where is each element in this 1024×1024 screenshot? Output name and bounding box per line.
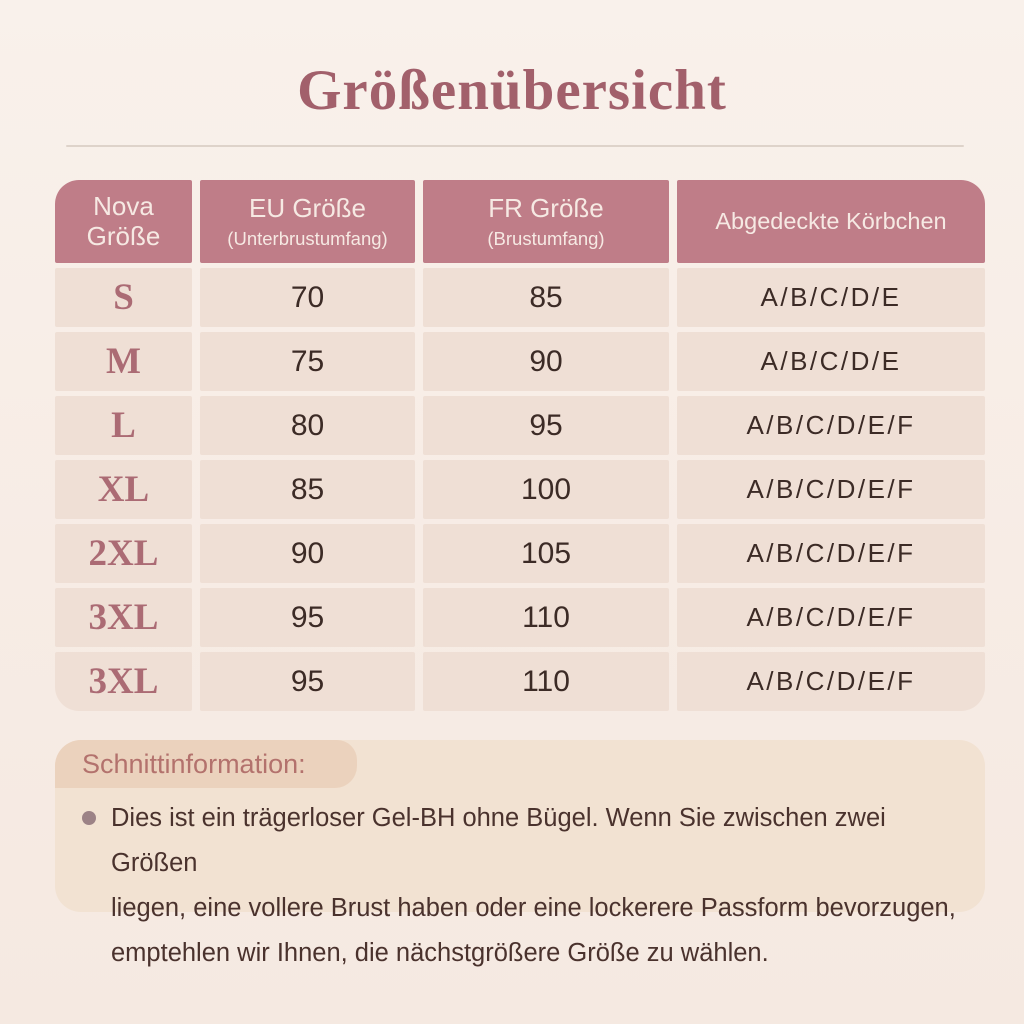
eu-value: 70 (290, 280, 325, 314)
table-row-s-eu-cell (200, 268, 415, 327)
eu-value: 75 (290, 344, 325, 378)
cups-value: A/B/C/D/E/F (746, 474, 916, 504)
header-label: Nova (93, 190, 154, 221)
size-label: 3XL (88, 597, 159, 638)
title-divider (66, 145, 964, 147)
table-row-xl-size-cell (55, 460, 192, 519)
table-row-m-eu-cell (200, 332, 415, 391)
table-row-l-eu-cell (200, 396, 415, 455)
table-row-m-size-cell (55, 332, 192, 391)
cut-information-box (55, 740, 985, 967)
table-row-3xl-cups-cell (677, 588, 985, 647)
eu-value: 80 (290, 408, 325, 442)
table-row-l-fr-cell (423, 396, 669, 455)
cups-value: A/B/C/D/E/F (746, 602, 916, 632)
table-row-xl-cups-cell (677, 460, 985, 519)
header-cell-fr-size (423, 180, 669, 263)
size-label: XL (97, 469, 150, 510)
fr-value: 105 (520, 536, 572, 570)
size-label: L (111, 405, 136, 446)
table-row-xl-eu-cell (200, 460, 415, 519)
header-sublabel: (Brustumfang) (487, 227, 605, 249)
cut-information-heading-pill (55, 740, 357, 788)
table-row-3xl2-size-cell (55, 652, 192, 711)
table-row-2xl-fr-cell (423, 524, 669, 583)
table-row-3xl-eu-cell (200, 588, 415, 647)
cut-information-line: emptehlen wir Ihnen, die nächstgrößere Größe zu wählen. (111, 939, 769, 967)
header-label: Größe (86, 220, 161, 251)
table-row-3xl2-eu-cell (200, 652, 415, 711)
table-row-l-size-cell (55, 396, 192, 455)
size-table (55, 180, 985, 711)
header-label: EU Größe (248, 192, 367, 223)
fr-value: 110 (522, 600, 570, 634)
fr-value: 85 (529, 280, 563, 314)
cut-information-bullet-item (82, 796, 965, 976)
fr-value: 100 (520, 472, 572, 506)
eu-value: 95 (290, 600, 325, 634)
header-label: FR Größe (488, 192, 604, 223)
table-row-s-size-cell (55, 268, 192, 327)
page-title: Größenübersicht (297, 59, 727, 122)
bullet-icon (82, 811, 96, 825)
header-cell-covered-cups (677, 180, 985, 263)
cups-value: A/B/C/D/E/F (746, 666, 916, 696)
eu-value: 95 (290, 664, 325, 698)
table-row-3xl-size-cell (55, 588, 192, 647)
size-label: S (113, 277, 134, 318)
header-label: Abgedeckte Körbchen (715, 207, 947, 234)
table-row-s-cups-cell (677, 268, 985, 327)
cups-value: A/B/C/D/E/F (746, 410, 916, 440)
table-row-2xl-cups-cell (677, 524, 985, 583)
header-cell-nova-size (55, 180, 192, 263)
table-row-3xl-fr-cell (423, 588, 669, 647)
cut-information-line: liegen, eine vollere Brust haben oder eine lockerere Passform bevorzugen, (111, 894, 956, 922)
cut-information-text (111, 796, 965, 976)
cups-value: A/B/C/D/E (760, 282, 902, 312)
fr-value: 95 (529, 408, 563, 442)
fr-value: 90 (529, 344, 563, 378)
table-row-2xl-size-cell (55, 524, 192, 583)
size-label: 3XL (88, 661, 159, 702)
cups-value: A/B/C/D/E (760, 346, 902, 376)
table-row-2xl-eu-cell (200, 524, 415, 583)
size-label: 2XL (88, 533, 159, 574)
table-row-3xl2-fr-cell (423, 652, 669, 711)
cups-value: A/B/C/D/E/F (746, 538, 916, 568)
eu-value: 85 (290, 472, 325, 506)
cut-information-heading: Schnittinformation: (82, 748, 306, 779)
size-label: M (106, 341, 141, 382)
table-row-xl-fr-cell (423, 460, 669, 519)
table-row-m-cups-cell (677, 332, 985, 391)
header-cell-eu-size (200, 180, 415, 263)
cut-information-line: Dies ist ein trägerloser Gel-BH ohne Bügel. Wenn Sie zwischen zwei Größen (111, 804, 886, 877)
table-row-s-fr-cell (423, 268, 669, 327)
table-row-l-cups-cell (677, 396, 985, 455)
header-sublabel: (Unterbrustumfang) (227, 227, 388, 249)
eu-value: 90 (290, 536, 325, 570)
fr-value: 110 (522, 664, 570, 698)
table-row-m-fr-cell (423, 332, 669, 391)
table-row-3xl2-cups-cell (677, 652, 985, 711)
